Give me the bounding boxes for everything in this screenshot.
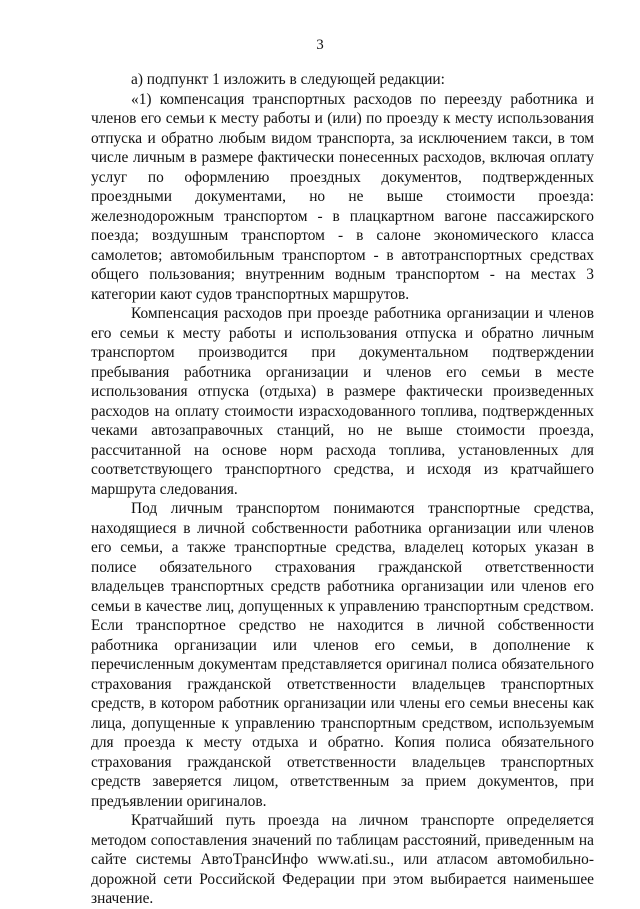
page-number: 3 (316, 37, 324, 53)
document-body (91, 70, 594, 909)
paragraph-personal-transport-definition: Под личным транспортом понимаются транспортные средства, находящиеся в личной собственности работника организации или членов его семьи, а также транспортные средства, владелец которых указан в полисе обязательного страхования гражданской ответственности владельцев транспортных средств работника организации или членов его семьи в качестве лиц, допущенных к управлению транспортным средством. Если транспортное средство не находится в личной собственности работника организации или членов его семьи, в дополнение к перечисленным документам представляется оригинал полиса обязательного страхования гражданской ответственности владельцев транспортных средств, в котором работник организации или члены его семьи внесены как лица, допущенные к управлению транспортным средством, используемым для проезда к месту отдыха и обратно. Копия полиса обязательного страхования гражданской ответственности владельцев транспортных средств заверяется лицом, ответственным за прием документов, при предъявлении оригиналов. (91, 500, 594, 810)
paragraph-shortest-route: Кратчайший путь проезда на личном транспорте определяется методом сопоставления значений по таблицам расстояний, приведенным на сайте системы АвтоТрансИнфо www.ati.su., или атласом автомобильно-дорожной сети Российской Федерации при этом выбирается наименьшее значение. (91, 812, 594, 907)
paragraph-compensation-clause: «1) компенсация транспортных расходов по переезду работника и членов его семьи к месту работы и (или) по проезду к месту использования отпуска и обратно любым видом транспорта, за исключением такси, в том числе личным в размере фактически понесенных расходов, включая оплату услуг по оформлению проездных документов, подтвержденных проездными документами, но не выше стоимости проезда: железнодорожным транспортом - в плацкартном вагоне пассажирского поезда; воздушным транспортом - в салоне экономического класса самолетов; автомобильным транспортом - в автотранспортных средствах общего пользования; внутренним водным транспортом - на местах 3 категории кают судов транспортных маршрутов. (91, 90, 594, 303)
paragraph-amendment-intro: а) подпункт 1 изложить в следующей редакции: (131, 71, 445, 88)
paragraph-personal-transport-compensation: Компенсация расходов при проезде работника организации и членов его семьи к месту работы и использования отпуска и обратно личным транспортом производится при документальном подтверждении пребывания работника организации и членов его семьи в месте использования отпуска (отдыха) в размере фактически произведенных расходов на оплату стоимости израсходованного топлива, подтвержденных чеками автозаправочных станций, но не выше стоимости проезда, рассчитанной на основе норм расхода топлива, установленных для соответствующего транспортного средства, и исходя из кратчайшего маршрута следования. (91, 305, 594, 498)
